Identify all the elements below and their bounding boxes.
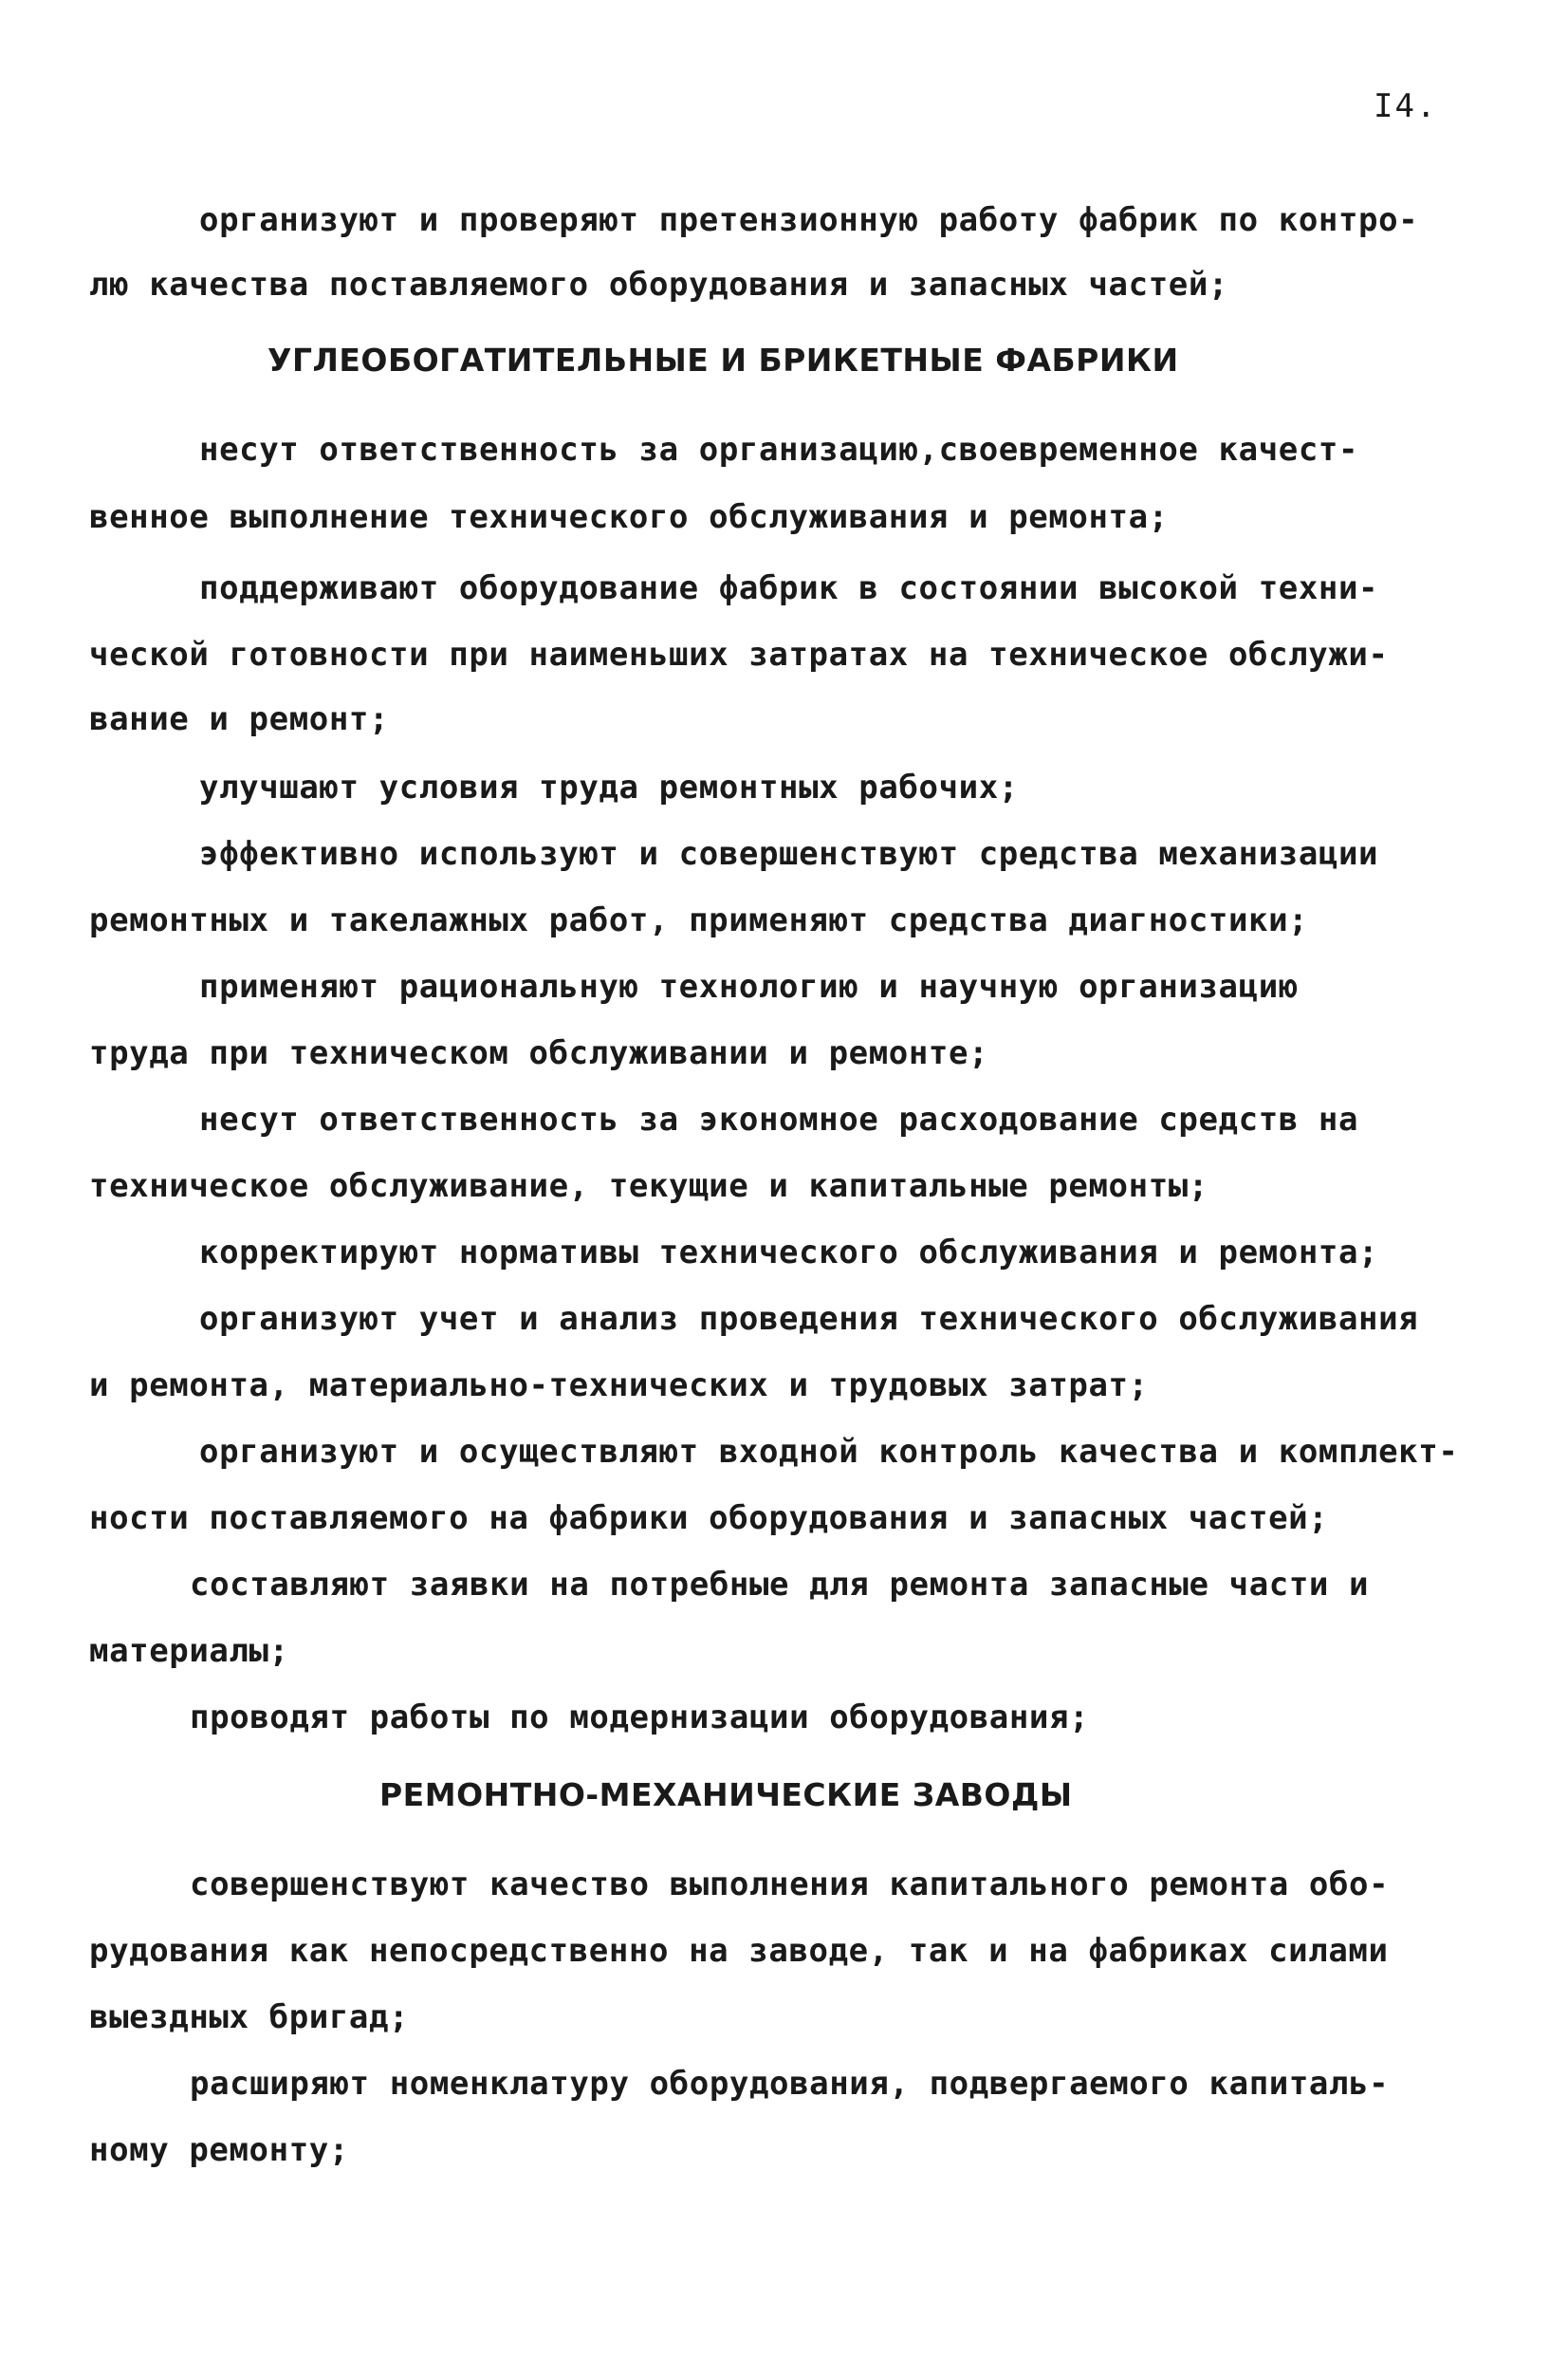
text-line: улучшают условия труда ремонтных рабочих;: [199, 769, 1019, 807]
text-line: вание и ремонт;: [89, 700, 390, 738]
text-line: ности поставляемого на фабрики оборудования и запасных частей;: [89, 1499, 1329, 1537]
text-line: материалы;: [89, 1632, 289, 1670]
text-line: труда при техническом обслуживании и ремонте;: [89, 1034, 989, 1072]
text-line: ному ремонту;: [89, 2131, 349, 2169]
text-line: техническое обслуживание, текущие и капитальные ремонты;: [89, 1167, 1208, 1205]
text-line: ремонтных и такелажных работ, применяют средства диагностики;: [89, 901, 1309, 939]
text-line: выездных бригад;: [89, 1998, 410, 2036]
text-line: венное выполнение технического обслуживания и ремонта;: [89, 498, 1169, 536]
text-line: составляют заявки на потребные для ремонта запасные части и: [190, 1566, 1370, 1604]
text-line: корректируют нормативы технического обслуживания и ремонта;: [199, 1234, 1379, 1271]
text-line: эффективно используют и совершенствуют средства механизации: [199, 835, 1379, 873]
text-line: организуют и осуществляют входной контроль качества и комплект-: [199, 1433, 1459, 1471]
section-heading: УГЛЕОБОГАТИТЕЛЬНЫЕ И БРИКЕТНЫЕ ФАБРИКИ: [267, 342, 1179, 379]
text-line: организуют учет и анализ проведения технического обслуживания: [199, 1300, 1419, 1338]
text-line: и ремонта, материально-технических и трудовых затрат;: [89, 1366, 1149, 1404]
text-line: ческой готовности при наименьших затратах на техническое обслужи-: [89, 636, 1389, 674]
section-heading: РЕМОНТНО-МЕХАНИЧЕСКИЕ ЗАВОДЫ: [379, 1776, 1073, 1813]
text-line: применяют рациональную технологию и научную организацию: [199, 968, 1299, 1006]
text-line: несут ответственность за экономное расходование средств на: [199, 1101, 1359, 1139]
page-number: I4.: [1374, 87, 1438, 125]
text-line: несут ответственность за организацию,своевременное качест-: [199, 431, 1359, 469]
text-line: лю качества поставляемого оборудования и запасных частей;: [89, 266, 1228, 304]
text-line: расширяют номенклатуру оборудования, подвергаемого капиталь-: [190, 2065, 1390, 2103]
text-line: совершенствуют качество выполнения капитального ремонта обо-: [190, 1865, 1390, 1903]
text-line: поддерживают оборудование фабрик в состоянии высокой техни-: [199, 569, 1379, 607]
text-line: организуют и проверяют претензионную работу фабрик по контро-: [199, 201, 1419, 239]
text-line: рудования как непосредственно на заводе, так и на фабриках силами: [89, 1932, 1389, 1970]
text-line: проводят работы по модернизации оборудования;: [190, 1698, 1090, 1736]
